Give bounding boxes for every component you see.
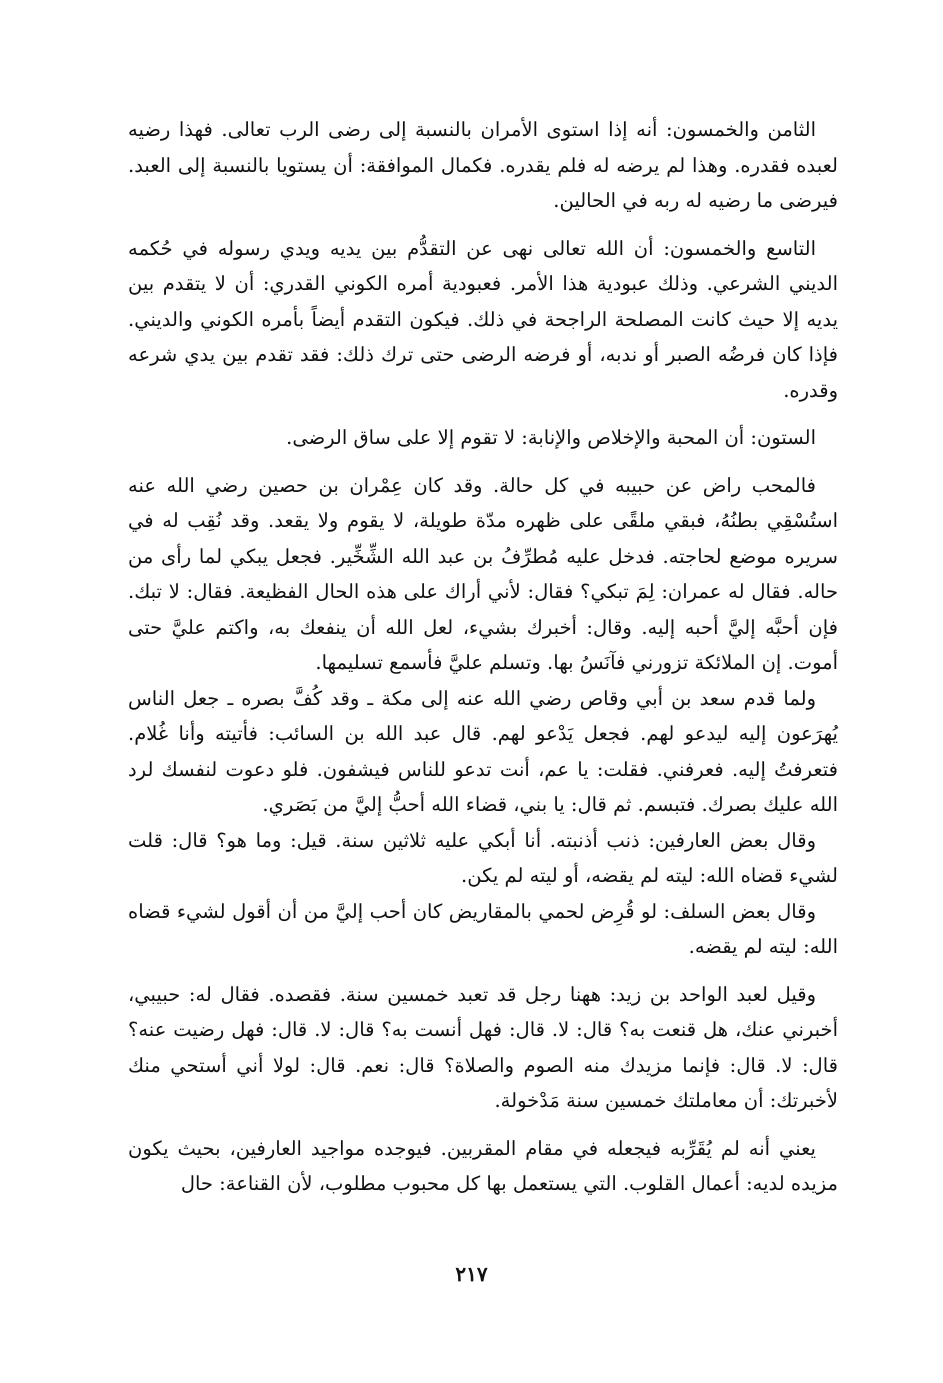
paragraph-saad-story: ولما قدم سعد بن أبي وقاص رضي الله عنه إلى مكة ـ وقد كُفَّ بصره ـ جعل الناس يُهرَعون إليه ليدعو لهم. فجعل يَدْعو لهم. قال عبد الله بن السائب: فأتيته وأنا غُلام. فتعرفتُ إليه. فعرفني. فقلت: يا عم، أنت تدعو للناس فيشفون. فلو دعوت لنفسك لرد الله عليك بصرك. فتبسم. ثم قال: يا بني، قضاء الله أحبُّ إليَّ من بَصَري. (128, 686, 838, 816)
paragraph-abdulwahid-story: وقيل لعبد الواحد بن زيد: ههنا رجل قد تعبد خمسين سنة. فقصده. فقال له: حبيبي، أخبرني عنك، هل قنعت به؟ قال: لا. قال: فهل أنست به؟ قال: لا. قال: فهل رضيت عنه؟ قال: لا. قال: فإنما مزيدك منه الصوم والصلاة؟ قال: نعم. قال: لولا أني أستحي منك لأخبرتك: أن معاملتك خمسين سنة مَدْخولة. (128, 982, 838, 1112)
page-number: ٢١٧ (455, 1262, 488, 1286)
paragraph-salaf-quote: وقال بعض السلف: لو قُرِض لحمي بالمقاريض كان أحب إليَّ من أن أقول لشيء قضاه الله: ليته لم يقضه. (128, 899, 838, 958)
paragraph-explanation: يعني أنه لم يُقَرِّبه فيجعله في مقام المقربين. فيوجده مواجيد العارفين، بحيث يكون مزيده لديه: أعمال القلوب. التي يستعمل بها كل محبوب مطلوب، لأن القناعة: حال (128, 1136, 838, 1195)
book-page-body (128, 112, 838, 1202)
paragraph-59: التاسع والخمسون: أن الله تعالى نهى عن التقدُّم بين يديه ويدي رسوله في حُكمه الديني الشرعي. وذلك عبودية هذا الأمر. فعبودية أمره الكوني القدري: أن لا يتقدم بين يديه إلا حيث كانت المصلحة الراجحة في ذلك. فيكون التقدم أيضاً بأمره الكوني والديني. فإذا كان فرضُه الصبر أو ندبه، أو فرضه الرضى حتى ترك ذلك: فقد تقدم بين يدي شرعه وقدره. (128, 236, 838, 402)
paragraph-imran-story: فالمحب راض عن حبيبه في كل حالة. وقد كان عِمْران بن حصين رضي الله عنه استُسْقِي بطنُهُ، فبقي ملقًى على ظهره مدّة طويلة، لا يقوم ولا يقعد. وقد نُقِب له في سريره موضع لحاجته. فدخل عليه مُطرِّفُ بن عبد الله الشِّخِّير. فجعل يبكي لما رأى من حاله. فقال له عمران: لِمَ تبكي؟ فقال: لأني أراك على هذه الحال الفظيعة. فقال: لا تبك. فإن أحبَّه إليَّ أحبه إليه. وقال: أخبرك بشيء، لعل الله أن ينفعك به، واكتم عليَّ حتى أموت. إن الملائكة تزورني فآنَسُ بها. وتسلم عليَّ فأسمع تسليمها. (128, 473, 838, 674)
paragraph-58: الثامن والخمسون: أنه إذا استوى الأمران بالنسبة إلى رضى الرب تعالى. فهذا رضيه لعبده فقدره. وهذا لم يرضه له فلم يقدره. فكمال الموافقة: أن يستويا بالنسبة إلى العبد. فيرضى ما رضيه له ربه في الحالين. (128, 118, 838, 212)
paragraph-arif-quote: وقال بعض العارفين: ذنب أذنبته. أنا أبكي عليه ثلاثين سنة. قيل: وما هو؟ قال: قلت لشيء قضاه الله: ليته لم يقضه، أو ليته لم يكن. (128, 828, 838, 887)
paragraph-60: الستون: أن المحبة والإخلاص والإنابة: لا تقوم إلا على ساق الرضى. (286, 426, 816, 449)
